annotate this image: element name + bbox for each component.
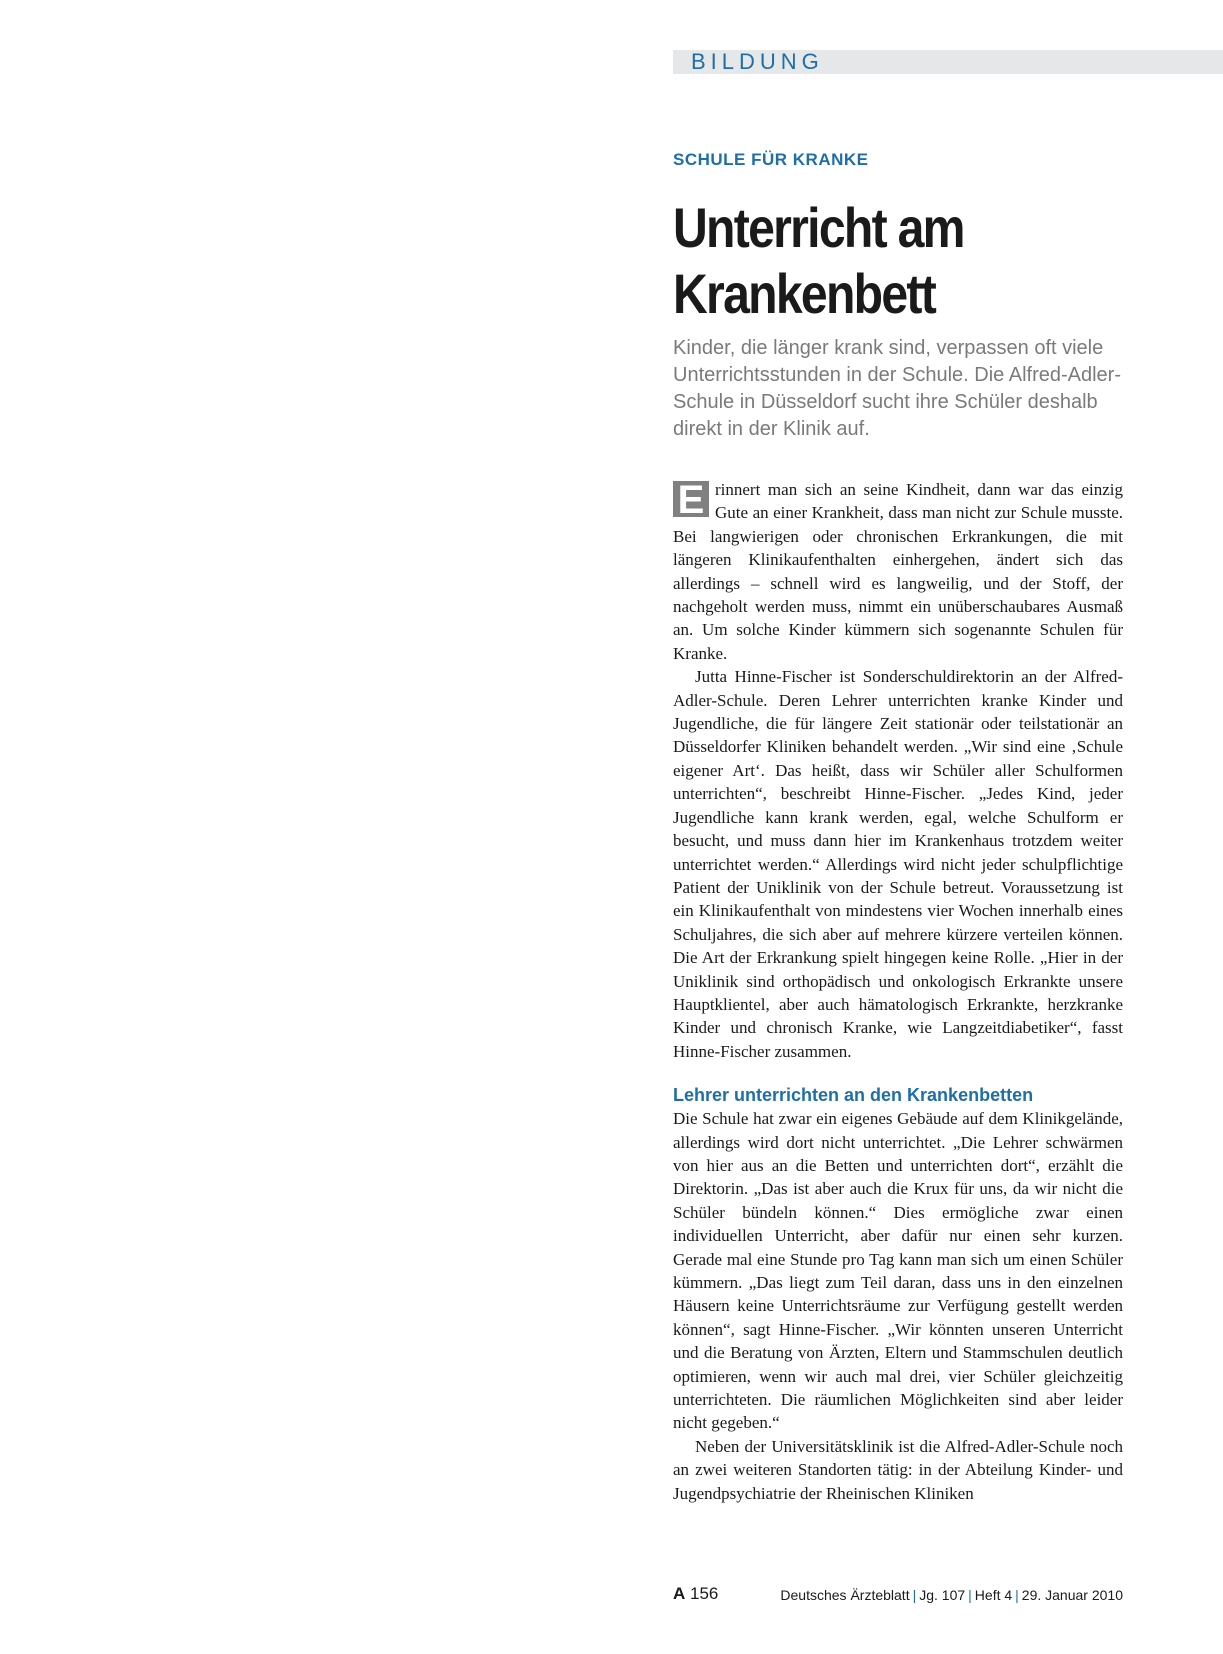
article-lead: Kinder, die länger krank sind, verpassen oft viele Unterrichtsstunden in der Schule. Die Alfred-Adler-Schule in Düsseldorf sucht ihre Schüler deshalb direkt in der Klinik auf. — [673, 337, 1121, 440]
dropcap: E — [673, 481, 709, 517]
paragraph-1-text: rinnert man sich an seine Kindheit, dann war das einzig Gute an einer Krankheit, dass man nicht zur Schule musste. Bei langwierigen oder chronischen Erkrankungen, die mit längeren Klinikaufenthalten einhergehen, ändert sich das allerdings – schnell wird es langweilig, und der Stoff, der nachgeholt werden muss, nimmt ein unüberschaubares Ausmaß an. Um solche Kinder kümmern sich sogenannte Schulen für Kranke. — [673, 480, 1123, 663]
volume: Jg. 107 — [919, 1587, 966, 1603]
separator: | — [912, 1587, 917, 1603]
separator: | — [1015, 1587, 1019, 1603]
article — [673, 145, 1123, 1505]
article-kicker: SCHULE FÜR KRANKE — [673, 150, 869, 169]
section-label: BILDUNG — [691, 49, 824, 74]
article-body — [673, 478, 1123, 1505]
article-title-line-1: Unterricht am — [673, 196, 964, 259]
journal-name: Deutsches Ärzteblatt — [780, 1587, 910, 1603]
section-header-bar — [673, 50, 1223, 74]
separator: | — [968, 1587, 972, 1603]
page-number — [673, 1582, 718, 1606]
paragraph-4: Neben der Universitätsklinik ist die Alfred-Adler-Schule noch an zwei weiteren Standorten tätig: in der Abteilung Kinder- und Jugendpsychiatrie der Rheinischen Kliniken — [673, 1436, 1123, 1503]
article-subheading: Lehrer unterrichten an den Krankenbetten — [673, 1085, 1034, 1106]
page-prefix: A — [673, 1584, 686, 1603]
article-title — [673, 195, 1120, 327]
page-number-value: 156 — [690, 1584, 719, 1603]
paragraph-3: Die Schule hat zwar ein eigenes Gebäude auf dem Klinikgelände, allerdings wird dort nicht unterrichtet. „Die Lehrer schwärmen von hier aus an die Betten und unterrichten dort“, erzählt die Direktorin. „Das ist aber auch die Krux für uns, da wir nicht die Schüler bündeln können.“ Dies ermögliche zwar einen individuellen Unterricht, aber dafür nur einen sehr kurzen. Gerade mal eine Stunde pro Tag kann man sich um einen Schüler kümmern. „Das liegt zum Teil daran, dass uns in den einzelnen Häusern keine Unterrichtsräume zur Verfügung gestellt werden können“, sagt Hinne-Fischer. „Wir könnten unseren Unterricht und die Beratung von Ärzten, Eltern und Stammschulen deutlich optimieren, wenn wir auch mal drei, vier Schüler gleichzeitig unterrichteten. Die räumlichen Möglichkeiten sind aber leider nicht gegeben.“ — [673, 1109, 1123, 1433]
issue: Heft 4 — [974, 1587, 1013, 1603]
paragraph-1 — [673, 478, 1123, 665]
article-title-line-2: Krankenbett — [673, 262, 936, 325]
publication-info — [780, 1584, 1123, 1606]
paragraph-2: Jutta Hinne-Fischer ist Sonderschuldirektorin an der Alfred-Adler-Schule. Deren Lehrer unterrichten kranke Kinder und Jugendliche, die für längere Zeit stationär oder teilstationär an Düsseldorfer Kliniken behandelt werden. „Wir sind eine ‚Schule eigener Art‘. Das heißt, dass wir Schüler aller Schulformen unterrichten“, beschreibt Hinne-Fischer. „Jedes Kind, jeder Jugendliche kann krank werden, egal, welche Schulform er besucht, und muss dann hier im Krankenhaus trotzdem weiter unterrichtet werden.“ Allerdings wird nicht jeder schulpflichtige Patient der Uniklinik von der Schule betreut. Voraussetzung ist ein Klinikaufenthalt von mindestens vier Wochen innerhalb eines Schuljahres, die sich aber auf mehrere kürzere verteilen können. Die Art der Erkrankung spielt hingegen keine Rolle. „Hier in der Uniklinik sind orthopädisch und onkologisch Erkrankte unsere Hauptklientel, aber auch hämatologisch Erkrankte, herzkranke Kinder und chronisch Kranke, wie Langzeitdiabetiker“, fasst Hinne-Fischer zusammen. — [673, 667, 1123, 1061]
page-footer — [673, 1582, 1123, 1606]
publication-date: 29. Januar 2010 — [1021, 1587, 1123, 1603]
